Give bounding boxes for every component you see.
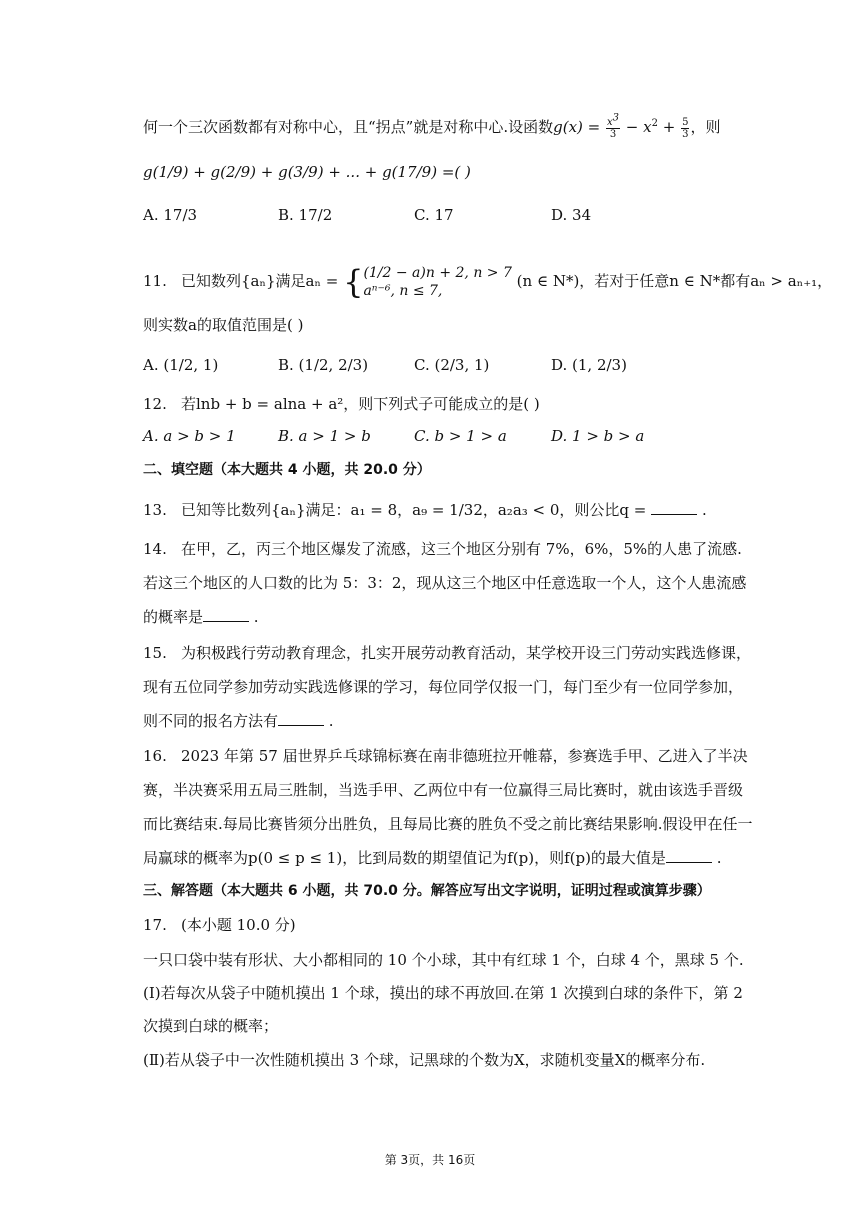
q13-number: 13. bbox=[143, 501, 167, 519]
q10-func-label: g(x) = bbox=[553, 118, 601, 136]
q16-line4: 局赢球的概率为p(0 ≤ p ≤ 1)，比到局数的期望值记为f(p)，则f(p)的最大值是 . bbox=[143, 849, 722, 867]
q10-option-b: B. 17/2 bbox=[278, 206, 333, 224]
q10-line2: g(1/9) + g(2/9) + g(3/9) + ... + g(17/9) =( ) bbox=[143, 163, 471, 181]
q11-line1: 11. 已知数列{aₙ}满足aₙ = { (1/2 − a)n + 2, n > 7 aⁿ⁻⁶, n ≤ 7, (n ∈ N*)，若对于任意n ∈ N*都有aₙ > aₙ₊₁， bbox=[143, 263, 833, 301]
q11-option-b: B. (1/2, 2/3) bbox=[278, 356, 369, 374]
q14-number: 14. bbox=[143, 540, 167, 558]
q11-option-d: D. (1, 2/3) bbox=[551, 356, 627, 374]
q14-answer-blank[interactable] bbox=[203, 607, 249, 622]
page-footer: 第 3页，共 16页 bbox=[384, 1153, 476, 1167]
q16-line2: 赛，半决赛采用五局三胜制，当选手甲、乙两位中有一位赢得三局比赛时，就由该选手晋级 bbox=[143, 781, 744, 799]
q13-line: 13. 已知等比数列{aₙ}满足：a₁ = 8，a₉ = 1/32，a₂a₃ < 0，则公比q = . bbox=[143, 501, 707, 519]
q10-option-a: A. 17/3 bbox=[143, 206, 198, 224]
q14-line2: 若这三个地区的人口数的比为 5：3：2，现从这三个地区中任意选取一个人，这个人患流感 bbox=[143, 574, 747, 592]
q14-line1: 14. 在甲，乙，丙三个地区爆发了流感，这三个地区分别有 7%，6%，5%的人患了流感. bbox=[143, 540, 742, 558]
q12-line: 12. 若lnb + b = alna + a²，则下列式子可能成立的是( ) bbox=[143, 395, 540, 413]
q14-line3: 的概率是 . bbox=[143, 608, 259, 626]
q17-header: 17. (本小题 10.0 分) bbox=[143, 916, 296, 934]
q17-line2: (Ⅰ)若每次从袋子中随机摸出 1 个球，摸出的球不再放回.在第 1 次摸到白球的条件下，第 2 bbox=[143, 984, 743, 1002]
q12-option-a: A. a > b > 1 bbox=[143, 427, 236, 445]
q10-line1: 何一个三次函数都有对称中心，且“拐点”就是对称中心.设函数g(x) = $\frac{x3}{3}$ − $x^2$ + $\frac{5}{3}$ ，则 bbox=[143, 112, 721, 140]
q17-line1: 一只口袋中装有形状、大小都相同的 10 个小球，其中有红球 1 个，白球 4 个，黑球 5 个. bbox=[143, 951, 744, 969]
q12-option-b: B. a > 1 > b bbox=[278, 427, 371, 445]
q11-number: 11. bbox=[143, 272, 167, 290]
q11-line2: 则实数a的取值范围是( ) bbox=[143, 316, 304, 334]
q15-line3: 则不同的报名方法有 . bbox=[143, 712, 334, 730]
q16-line1: 16. 2023 年第 57 届世界乒乓球锦标赛在南非德班拉开帷幕，参赛选手甲、乙进入了半决 bbox=[143, 747, 748, 765]
q16-line3: 而比赛结束.每局比赛皆须分出胜负，且每局比赛的胜负不受之前比赛结果影响.假设甲在任一 bbox=[143, 815, 753, 833]
q11-brace: { bbox=[343, 263, 364, 301]
q11-option-a: A. (1/2, 1) bbox=[143, 356, 219, 374]
q15-line1: 15. 为积极践行劳动教育理念，扎实开展劳动教育活动，某学校开设三门劳动实践选修课， bbox=[143, 644, 752, 662]
q10-option-d: D. 34 bbox=[551, 206, 592, 224]
q16-number: 16. bbox=[143, 747, 167, 765]
q13-answer-blank[interactable] bbox=[651, 500, 697, 515]
section-3-heading: 三、解答题（本大题共 6 小题，共 70.0 分。解答应写出文字说明，证明过程或演算步骤） bbox=[143, 883, 711, 899]
q17-line4: (Ⅱ)若从袋子中一次性随机摸出 3 个球，记黑球的个数为X，求随机变量X的概率分布. bbox=[143, 1051, 706, 1069]
q15-answer-blank[interactable] bbox=[278, 711, 324, 726]
q12-number: 12. bbox=[143, 395, 167, 413]
q17-number: 17. bbox=[143, 916, 167, 934]
q15-number: 15. bbox=[143, 644, 167, 662]
q17-line3: 次摸到白球的概率； bbox=[143, 1017, 279, 1035]
q10-frac-5-3: $\frac{5}{3}$ bbox=[682, 116, 689, 140]
q11-cases: (1/2 − a)n + 2, n > 7 aⁿ⁻⁶, n ≤ 7, bbox=[363, 265, 512, 299]
q15-line2: 现有五位同学参加劳动实践选修课的学习，每位同学仅报一门，每门至少有一位同学参加， bbox=[143, 678, 744, 696]
q16-answer-blank[interactable] bbox=[666, 848, 712, 863]
q10-option-c: C. 17 bbox=[414, 206, 454, 224]
q12-option-c: C. b > 1 > a bbox=[414, 427, 507, 445]
section-2-heading: 二、填空题（本大题共 4 小题，共 20.0 分） bbox=[143, 462, 431, 478]
q11-option-c: C. (2/3, 1) bbox=[414, 356, 490, 374]
q12-option-d: D. 1 > b > a bbox=[551, 427, 645, 445]
q10-frac-x3-3: $\frac{x3}{3}$ bbox=[607, 112, 620, 140]
